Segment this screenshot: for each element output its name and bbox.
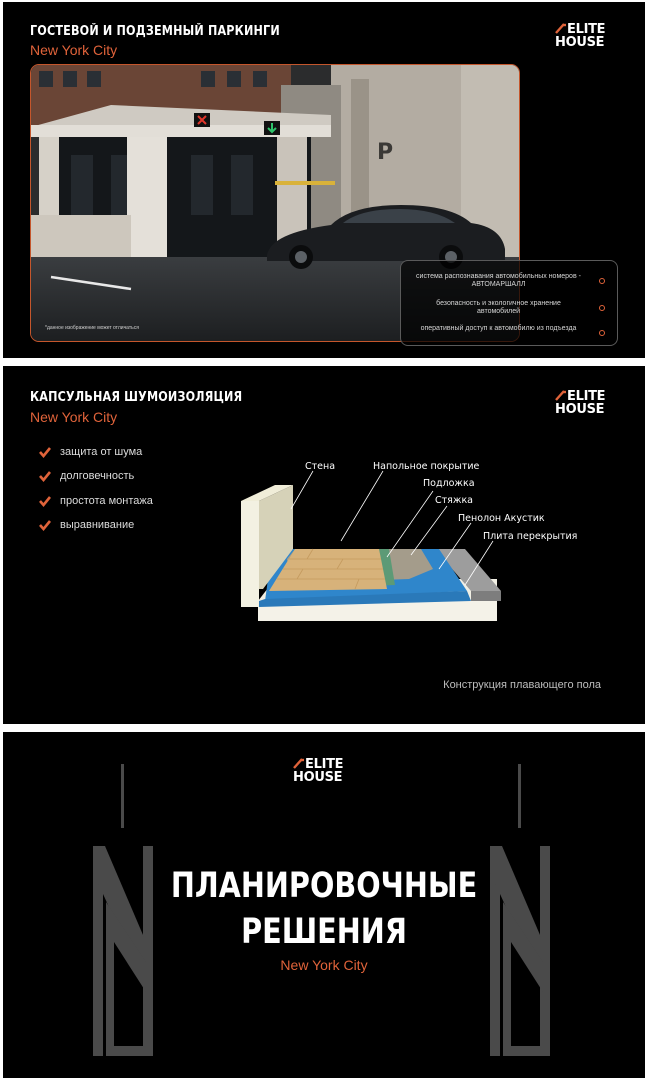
- check-icon: [39, 470, 51, 482]
- slide-title: ГОСТЕВОЙ И ПОДЗЕМНЫЙ ПАРКИНГИ: [30, 24, 280, 39]
- slide-soundproofing: [3, 366, 645, 724]
- logo-line1: ELITE: [567, 389, 606, 404]
- checklist-label: долговечность: [60, 470, 135, 482]
- check-icon: [39, 495, 51, 507]
- circle-bullet-icon: [599, 330, 605, 336]
- features-box: [400, 260, 618, 346]
- floor-diagram: [233, 461, 533, 631]
- feature-item: оперативный доступ к автомобилю из подъезда: [420, 325, 577, 332]
- logo-line2: HOUSE: [555, 35, 605, 50]
- circle-bullet-icon: [599, 278, 605, 284]
- layer-label-penolon: Пенолон Акустик: [458, 513, 545, 524]
- slide-subtitle: New York City: [30, 42, 118, 58]
- feature-item: безопасность и экологичное хранение автомобилей: [436, 300, 561, 315]
- check-icon: [39, 446, 51, 458]
- slide-title: КАПСУЛЬНАЯ ШУМОИЗОЛЯЦИЯ: [30, 390, 243, 405]
- checklist-label: простота монтажа: [60, 495, 153, 507]
- layer-label-underlay: Подложка: [423, 478, 475, 489]
- logo-slash-icon: [293, 758, 304, 769]
- layer-label-flooring: Напольное покрытие: [373, 461, 480, 472]
- slide-title-line2: РЕШЕНИЯ: [241, 912, 407, 952]
- logo-slash-icon: [555, 390, 566, 401]
- photo-disclaimer: *данное изображение может отличаться: [45, 325, 139, 331]
- circle-bullet-icon: [599, 305, 605, 311]
- layer-label-slab: Плита перекрытия: [483, 531, 578, 542]
- logo-slash-icon: [555, 23, 566, 34]
- slide-parking: [3, 2, 645, 358]
- logo-line1: ELITE: [305, 757, 344, 772]
- slide-floorplans: [3, 732, 645, 1078]
- parking-sign: P: [377, 140, 394, 165]
- diagram-caption: Конструкция плавающего пола: [443, 679, 601, 691]
- slide-subtitle: New York City: [30, 409, 118, 425]
- checklist-label: защита от шума: [60, 446, 143, 458]
- layer-label-screed: Стяжка: [435, 495, 473, 506]
- layer-label-wall: Стена: [305, 461, 336, 472]
- check-icon: [39, 519, 51, 531]
- logo: [553, 21, 619, 51]
- logo-line1: ELITE: [567, 22, 606, 37]
- logo-line2: HOUSE: [293, 770, 343, 785]
- logo-line2: HOUSE: [555, 402, 605, 417]
- logo: [291, 756, 357, 786]
- checklist-label: выравнивание: [60, 519, 135, 531]
- slide-title-line1: ПЛАНИРОВОЧНЫЕ: [170, 866, 478, 906]
- slide-subtitle: New York City: [280, 957, 368, 973]
- feature-item: система распознавания автомобильных номеров - АВТОМАРШАЛЛ: [416, 273, 581, 288]
- logo: [553, 388, 619, 418]
